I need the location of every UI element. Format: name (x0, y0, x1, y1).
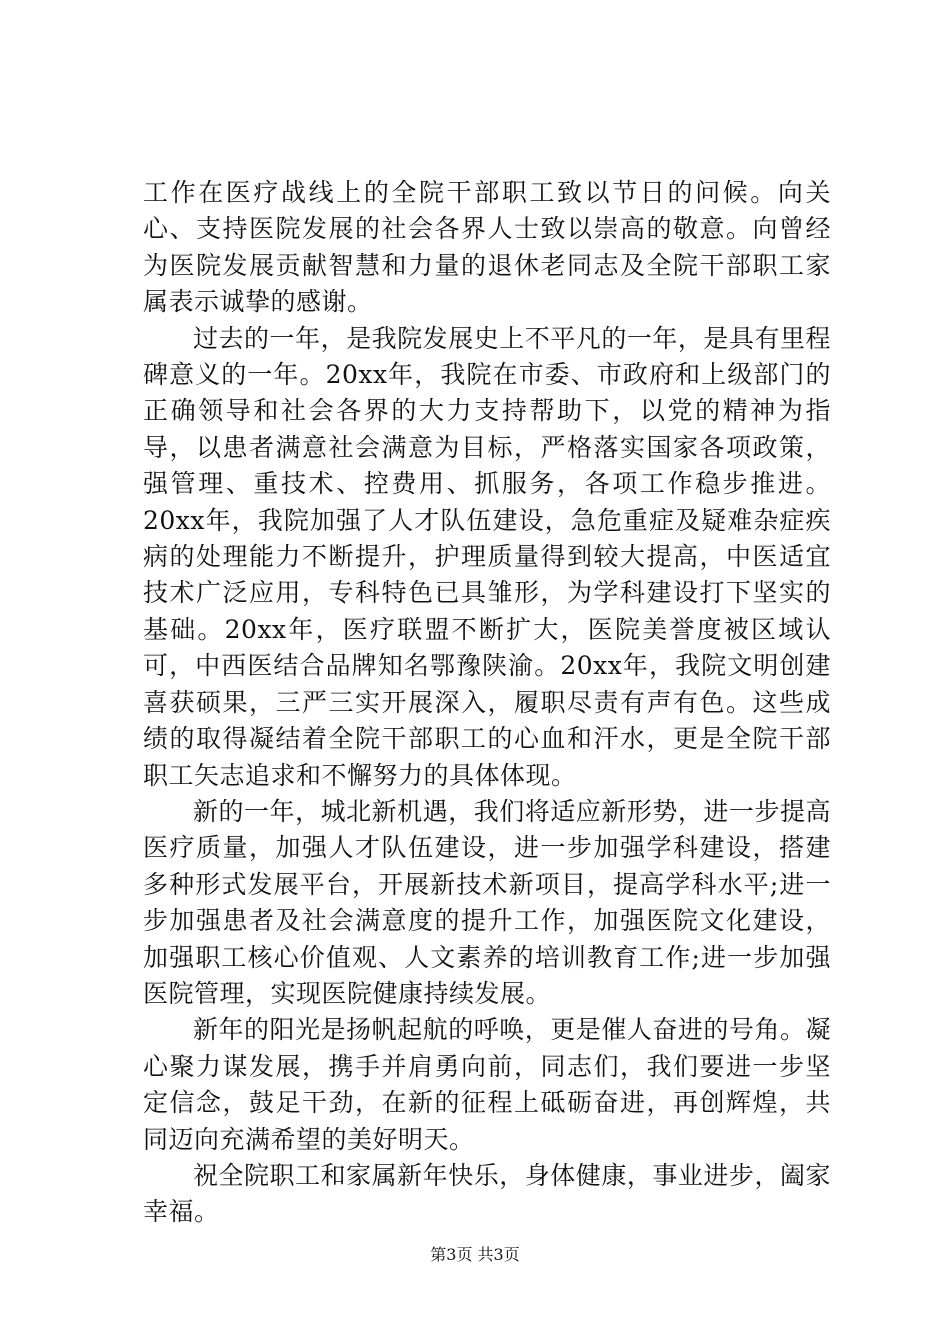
paragraph-new-year-sunshine: 新年的阳光是扬帆起航的呼唤，更是催人奋进的号角。凝心聚力谋发展，携手并肩勇向前，同志们，我们要进一步坚定信念，鼓足干劲，在新的征程上砥砺奋进，再创辉煌，共同迈向充满希望的美好明天。 (143, 1015, 831, 1154)
document-body (143, 175, 831, 1231)
paragraph-blessing: 祝全院职工和家属新年快乐，身体健康，事业进步，阖家幸福。 (143, 1160, 831, 1227)
page-footer: 第3页 共3页 (430, 1245, 520, 1264)
paragraph-continuation: 工作在医疗战线上的全院干部职工致以节日的问候。向关心、支持医院发展的社会各界人士致以崇高的敬意。向曾经为医院发展贡献智慧和力量的退休老同志及全院干部职工家属表示诚挚的感谢。 (143, 178, 831, 317)
paragraph-new-year-plan: 新的一年，城北新机遇，我们将适应新形势，进一步提高医疗质量，加强人才队伍建设，进一步加强学科建设，搭建多种形式发展平台，开展新技术新项目，提高学科水平;进一步加强患者及社会满意度的提升工作，加强医院文化建设，加强职工核心价值观、人文素养的培训教育工作;进一步加强医院管理，实现医院健康持续发展。 (143, 796, 831, 1008)
paragraph-past-year: 过去的一年，是我院发展史上不平凡的一年，是具有里程碑意义的一年。20xx年，我院在市委、市政府和上级部门的正确领导和社会各界的大力支持帮助下，以党的精神为指导，以患者满意社会满意为目标，严格落实国家各项政策，强管理、重技术、控费用、抓服务，各项工作稳步推进。20xx年，我院加强了人才队伍建设，急危重症及疑难杂症疾病的处理能力不断提升，护理质量得到较大提高，中医适宜技术广泛应用，专科特色已具雏形，为学科建设打下坚实的基础。20xx年，医疗联盟不断扩大，医院美誉度被区域认可，中西医结合品牌知名鄂豫陕渝。20xx年，我院文明创建喜获硕果，三严三实开展深入，履职尽责有声有色。这些成绩的取得凝结着全院干部职工的心血和汗水，更是全院干部职工矢志追求和不懈努力的具体体现。 (143, 323, 831, 790)
